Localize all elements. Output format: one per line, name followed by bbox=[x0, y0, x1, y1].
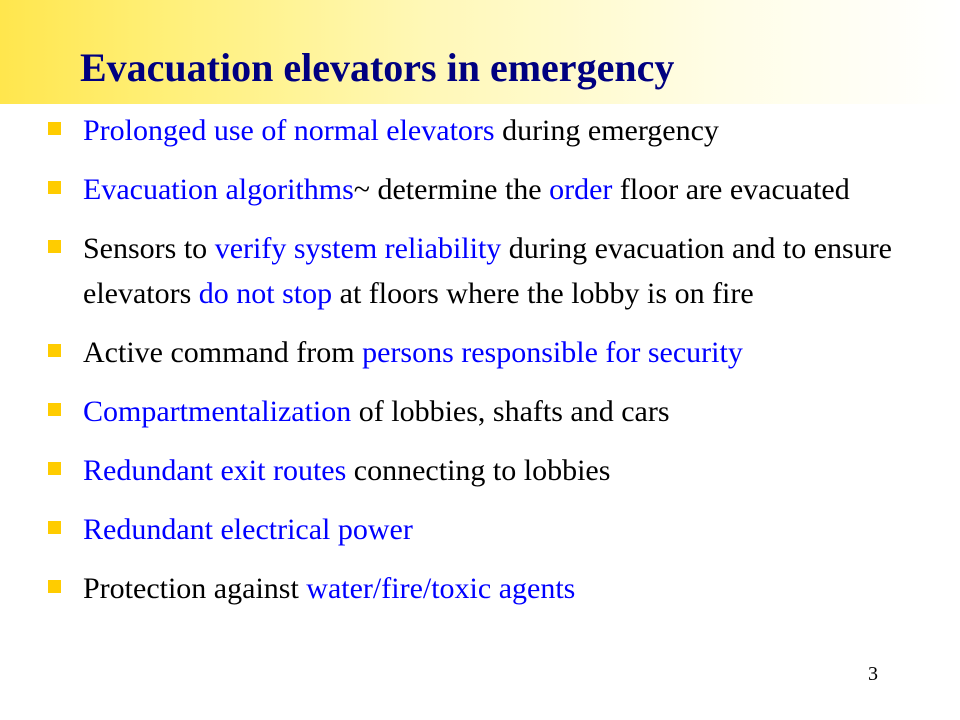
bullet-text: Sensors to bbox=[83, 232, 215, 265]
square-bullet-icon bbox=[48, 240, 61, 253]
bullet-item-protection bbox=[48, 566, 908, 611]
bullet-list bbox=[48, 108, 908, 625]
bullet-text: during emergency bbox=[494, 114, 719, 147]
bullet-text-highlight: Evacuation algorithms bbox=[83, 173, 354, 206]
bullet-item-active-command bbox=[48, 330, 908, 375]
square-bullet-icon bbox=[48, 122, 61, 135]
square-bullet-icon bbox=[48, 181, 61, 194]
bullet-text-highlight: water/fire/toxic agents bbox=[306, 572, 576, 605]
bullet-text: during evacuation and to ensure elevators bbox=[83, 232, 892, 310]
square-bullet-icon bbox=[48, 344, 61, 357]
square-bullet-icon bbox=[48, 462, 61, 475]
bullet-item-normal-elevators bbox=[48, 108, 908, 153]
bullet-text: ~ determine the bbox=[353, 173, 550, 206]
bullet-text: of lobbies, shafts and cars bbox=[351, 395, 670, 428]
bullet-text: Protection against bbox=[83, 572, 307, 605]
square-bullet-icon bbox=[48, 403, 61, 416]
bullet-item-evacuation-algorithms bbox=[48, 167, 908, 212]
bullet-item-exit-routes bbox=[48, 448, 908, 493]
bullet-text-highlight: Redundant electrical power bbox=[83, 513, 413, 546]
square-bullet-icon bbox=[48, 580, 61, 593]
slide-title: Evacuation elevators in emergency bbox=[80, 45, 675, 90]
bullet-item-compartmentalization bbox=[48, 389, 908, 434]
bullet-text: at floors where the lobby is on fire bbox=[332, 277, 754, 310]
bullet-text: connecting to lobbies bbox=[346, 454, 611, 487]
bullet-text-highlight: persons responsible for security bbox=[362, 336, 743, 369]
bullet-item-sensors bbox=[48, 226, 908, 316]
square-bullet-icon bbox=[48, 521, 61, 534]
bullet-text-highlight: order bbox=[549, 173, 613, 206]
page-number: 3 bbox=[868, 663, 878, 685]
bullet-text-highlight: do not stop bbox=[198, 277, 333, 310]
bullet-item-electrical-power bbox=[48, 507, 908, 552]
bullet-text: floor are evacuated bbox=[612, 173, 850, 206]
bullet-text-highlight: verify system reliability bbox=[214, 232, 502, 265]
bullet-text: Active command from bbox=[83, 336, 363, 369]
bullet-text-highlight: Prolonged use of normal elevators bbox=[83, 114, 495, 147]
bullet-text-highlight: Compartmentalization bbox=[83, 395, 352, 428]
bullet-text-highlight: Redundant exit routes bbox=[83, 454, 347, 487]
